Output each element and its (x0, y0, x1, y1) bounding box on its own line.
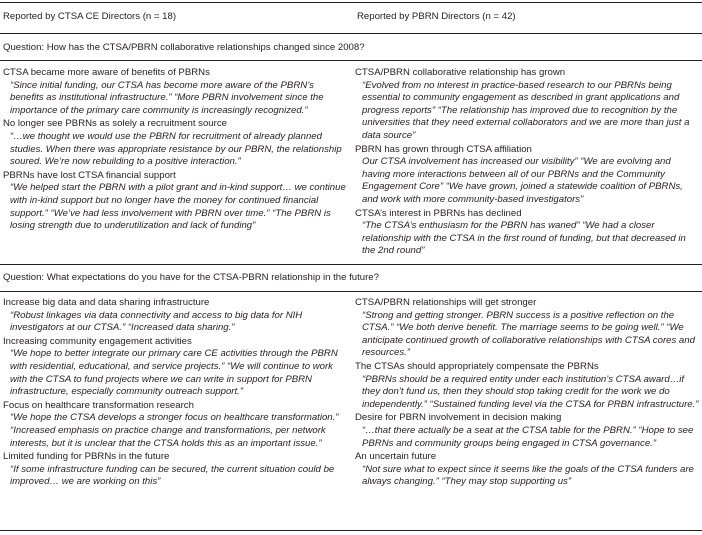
quote: “We hope to better integrate our primary care CE activities through the PBRN with residential, educational, and service projects.” “We will continue to work with the CTSA to fund projects where we can write in support for PBRN infrastructure, especially community outreach support.” (10, 348, 338, 398)
question-2: Question: What expectations do you have for the CTSA-PBRN relationship in the future? (3, 272, 379, 283)
theme: CTSA became more aware of benefits of PBRNs (3, 67, 210, 78)
section-1-pbrn (355, 67, 700, 259)
quote: “The CTSA’s enthusiasm for the PBRN has waned” “We had a closer relationship with the CTSA in the first round of funding, but that decreased in the 2nd round” (362, 220, 686, 257)
theme: PBRN has grown through CTSA affiliation (355, 143, 532, 155)
quote: “Robust linkages via data connectivity and access to big data for NIH investigators at our CTSA.” “Increased data sharing.” (10, 309, 303, 334)
theme: Increase big data and data sharing infrastructure (3, 297, 210, 308)
header-ctsa: Reported by CTSA CE Directors (n = 18) (3, 11, 177, 22)
quote: “Strong and getting stronger. PBRN success is a positive reflection on the CTSA.” “We both derive benefit. The marriage seems to be going well.” “We anticipate continued growth of collaborative relationships with CTSA cores and resources.” (362, 309, 695, 359)
quote: “Not sure what to expect since it seems like the goals of the CTSA funders are always changing.” “They may stop supporting us” (362, 463, 694, 488)
quote: “PBRNs should be a required entity under each institution’s CTSA award…if they don’t fund us, then they should stop taking credit for the work we do independently.” “Sustained funding level via the CTSA for PRBN infrastructure.” (362, 373, 699, 410)
quote: “If some infrastructure funding can be secured, the current situation could be improved… we are working on this” (10, 463, 335, 488)
quote: Our CTSA involvement has increased our visibility” “We are evolving and having more interactions between all of our PBRNs and the Community Engagement Core” “We have grown, joined a statewide coalition of PBRNs, and work with more community-based investigators” (362, 156, 683, 205)
header-pbrn: Reported by PBRN Directors (n = 42) (357, 11, 516, 22)
theme: PBRNs have lost CTSA financial support (3, 169, 176, 181)
question-1: Question: How has the CTSA/PBRN collaborative relationships changed since 2008? (3, 42, 365, 53)
question-1-rule (0, 60, 702, 61)
section-2-pbrn (355, 297, 700, 490)
quote: “Evolved from no interest in practice-based research to our PBRNs being essential to community engagement as described in grant applications and progress reports” “The relationship has improved due to recognition by the universities that they need external collaborators and we are more than just a data source” (362, 79, 690, 141)
quote: “We helped start the PBRN with a pilot grant and in-kind support… we continue with in-kind support but no longer have the money for continued financial support.” “We’ve had less involvement with PBRN over time.” “The PBRN is losing strength due to underutilization and lack of funding” (10, 182, 346, 232)
header-rule (0, 33, 702, 34)
section-1-rule (0, 264, 702, 265)
theme: Desire for PBRN involvement in decision making (355, 412, 562, 424)
quote: “…that there actually be a seat at the CTSA table for the PBRN.” “Hope to see PBRNs and community groups being engaged in CTSA governance.” (362, 424, 694, 449)
theme: The CTSAs should appropriately compensate the PBRNs (355, 360, 599, 372)
top-rule (0, 2, 702, 3)
theme: CTSA’s interest in PBRNs has declined (355, 207, 522, 219)
theme: Increasing community engagement activities (3, 335, 192, 347)
theme: An uncertain future (355, 451, 437, 463)
theme: Limited funding for PBRNs in the future (3, 451, 170, 463)
theme: CTSA/PBRN collaborative relationship has grown (355, 67, 566, 78)
theme: No longer see PBRNs as solely a recruitment source (3, 118, 227, 130)
quote: “We hope the CTSA develops a stronger focus on healthcare transformation.” “Increased emphasis on practice change and transformations, per network interests, but it is unclear that the CTSA holds this as an important issue.” (10, 412, 339, 449)
theme: Focus on healthcare transformation research (3, 399, 194, 411)
bottom-rule (0, 530, 702, 531)
theme: CTSA/PBRN relationships will get stronger (355, 297, 537, 308)
quote: “Since initial funding, our CTSA has become more aware of the PBRN’s benefits as institutional infrastructure.” “More PBRN involvement since the importance of the primary care community is increasingly recognized.” (10, 79, 324, 116)
quote: “…we thought we would use the PBRN for recruitment of already planned studies. When there was appropriate resistance by our PBRN, the relationship soured. We’re now rebuilding to a positive interaction.” (10, 130, 342, 168)
question-2-rule (0, 291, 702, 292)
section-1-ctsa (3, 67, 348, 234)
section-2-ctsa (3, 297, 348, 490)
